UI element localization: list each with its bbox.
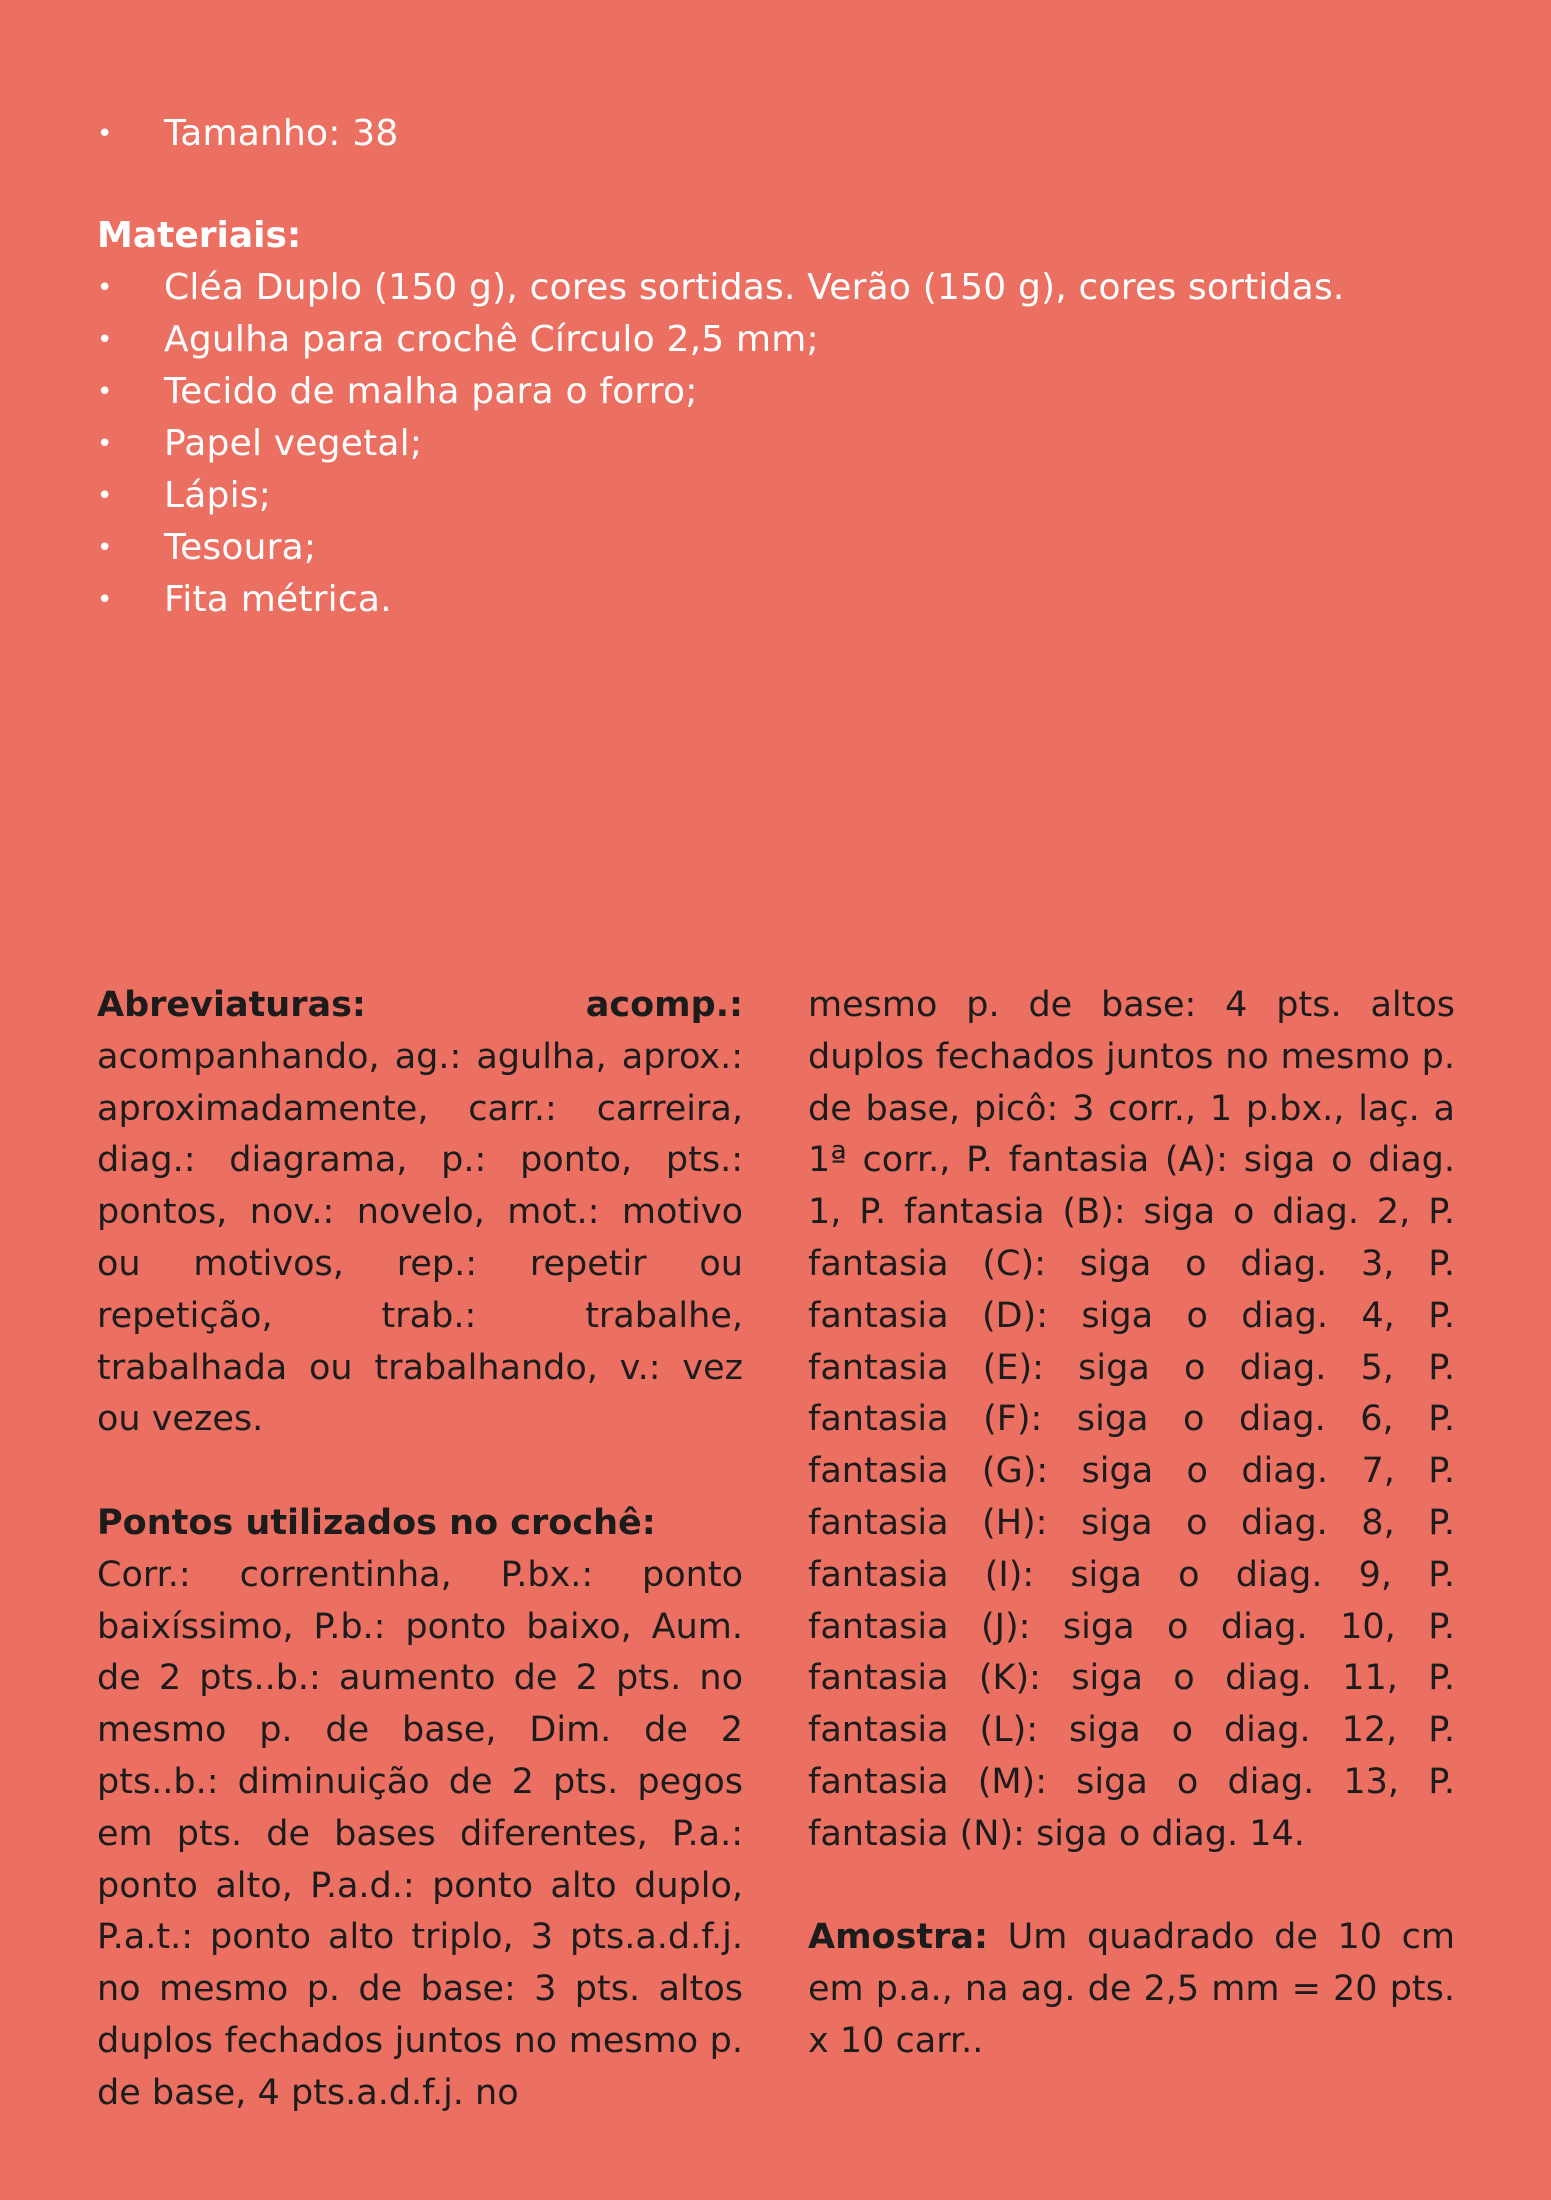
list-item <box>97 314 1477 366</box>
paragraph-gap <box>808 1861 1455 1913</box>
bullet-icon: • <box>97 325 113 355</box>
bullet-icon: • <box>97 481 113 511</box>
sample-text: Um quadrado de 10 cm em p.a., na ag. de 2,5 mm = 20 pts. x 10 carr.. <box>808 1917 1455 2061</box>
sample-heading: Amostra: <box>808 1917 989 1958</box>
bullet-icon: • <box>97 119 113 149</box>
list-item-text: Lápis; <box>164 475 272 516</box>
materials-heading: Materiais: <box>97 215 302 256</box>
list-item <box>97 366 1477 418</box>
size-item <box>97 108 1477 160</box>
list-item-text: Tesoura; <box>164 527 317 568</box>
list-item-text: Tecido de malha para o forro; <box>164 371 698 412</box>
list-item <box>97 522 1477 574</box>
list-item-text: Papel vegetal; <box>164 423 423 464</box>
stitches-paragraph-right <box>808 980 1455 1861</box>
right-column <box>808 980 1455 2068</box>
stitches-text-right: mesmo p. de base: 4 pts. altos duplos fechados juntos no mesmo p. de base, picô: 3 corr., 1 p.bx., laç. a 1ª corr., P. fantasia (A): siga o diag. 1, P. fantasia (B): siga o diag. 2, P. fantasia (C): siga o diag. 3, P. fantasia (D): siga o diag. 4, P. fantasia (E): siga o diag. 5, P. fantasia (F): siga o diag. 6, P. fantasia (G): siga o diag. 7, P. fantasia (H): siga o diag. 8, P. fantasia (I): siga o diag. 9, P. fantasia (J): siga o diag. 10, P. fantasia (K): siga o diag. 11, P. fantasia (L): siga o diag. 12, P. fantasia (M): siga o diag. 13, P. fantasia (N): siga o diag. 14. <box>808 985 1455 1854</box>
paragraph-gap <box>97 1446 743 1498</box>
sample-paragraph <box>808 1912 1455 2067</box>
list-item <box>97 418 1477 470</box>
materials-list <box>97 262 1477 626</box>
left-column <box>97 980 743 2120</box>
bullet-icon: • <box>97 429 113 459</box>
list-item-text: Agulha para crochê Círculo 2,5 mm; <box>164 319 819 360</box>
top-section <box>97 108 1477 626</box>
list-item-text: Cléa Duplo (150 g), cores sortidas. Verão (150 g), cores sortidas. <box>164 267 1345 308</box>
bullet-icon: • <box>97 377 113 407</box>
stitches-text-left: Corr.: correntinha, P.bx.: ponto baixíssimo, P.b.: ponto baixo, Aum. de 2 pts..b.: aumento de 2 pts. no mesmo p. de base, Dim. de 2 pts..b.: diminuição de 2 pts. pegos em pts. de bases diferentes, P.a.: ponto alto, P.a.d.: ponto alto duplo, P.a.t.: ponto alto triplo, 3 pts.a.d.f.j. no mesmo p. de base: 3 pts. altos duplos fechados juntos no mesmo p. de base, 4 pts.a.d.f.j. no <box>97 1554 743 2113</box>
bullet-icon: • <box>97 585 113 615</box>
abbreviations-heading: Abreviaturas: acomp.: <box>97 985 743 1025</box>
size-text: Tamanho: 38 <box>164 113 399 154</box>
list-item-text: Fita métrica. <box>164 579 392 620</box>
bullet-icon: • <box>97 533 113 563</box>
list-item <box>97 470 1477 522</box>
bullet-icon: • <box>97 273 113 303</box>
stitches-heading: Pontos utilizados no crochê: <box>97 1502 656 1543</box>
abbreviations-paragraph <box>97 980 743 1446</box>
list-item <box>97 574 1477 626</box>
abbreviations-text: acompanhando, ag.: agulha, aprox.: aproximadamente, carr.: carreira, diag.: diagrama, p.: ponto, pts.: pontos, nov.: novelo, mot.: motivo ou motivos, rep.: repetir ou repetição, trab.: trabalhe, trabalhada ou trabalhando, v.: vez ou vezes. <box>97 1036 743 1440</box>
stitches-heading-paragraph <box>97 1498 743 1550</box>
list-item <box>97 262 1477 314</box>
stitches-paragraph-left <box>97 1550 743 2120</box>
